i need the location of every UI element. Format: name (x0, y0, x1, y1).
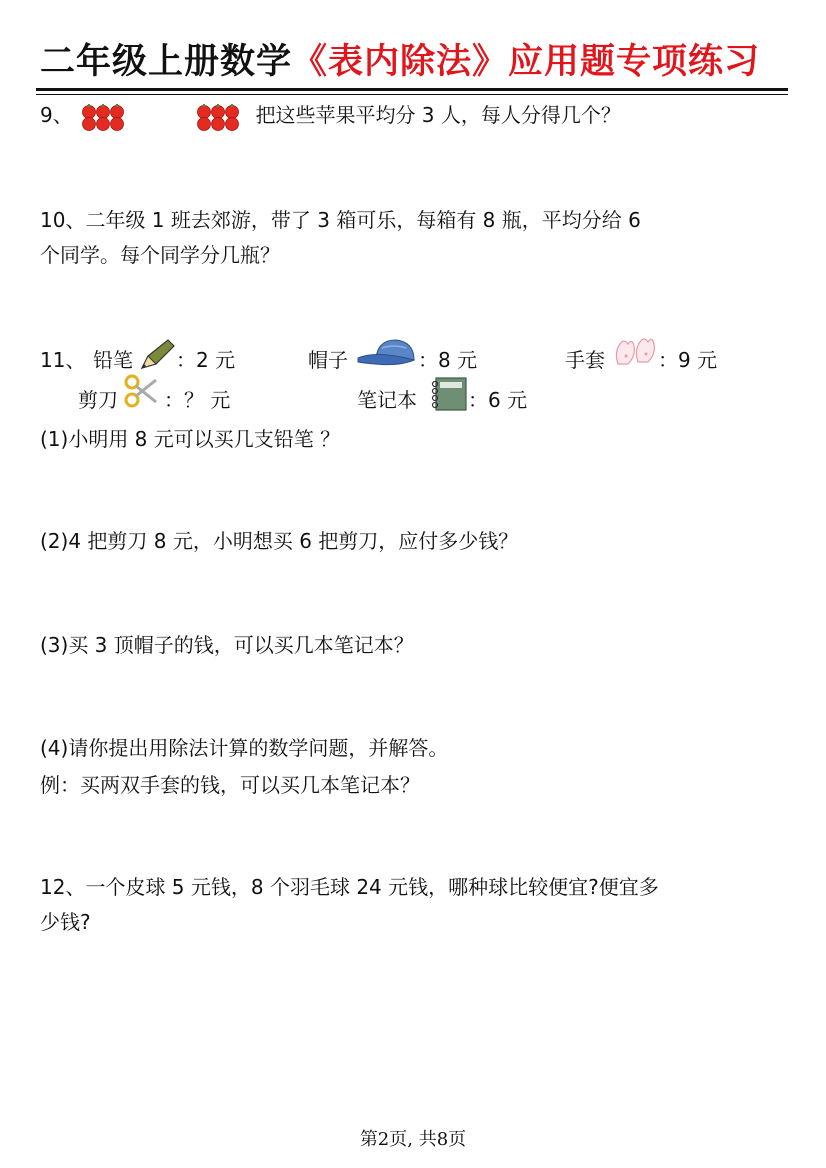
pencil-price: ：2 元 (176, 348, 236, 372)
hat-price: ：8 元 (418, 348, 478, 372)
notebook-label: 笔记本 (357, 388, 417, 412)
notebook-price: ：6 元 (468, 388, 528, 412)
page-footer: 第2页, 共8页 (359, 1129, 467, 1150)
question-9 (40, 101, 621, 132)
q11-number: 11、 (40, 348, 86, 372)
hat-label: 帽子 (308, 348, 348, 372)
q11-sub3: (3)买 3 顶帽子的钱，可以买几本笔记本？ (40, 633, 414, 657)
pencil-icon (138, 338, 176, 372)
question-12-line2: 少钱? (40, 910, 91, 934)
title-rule-thick (36, 88, 788, 91)
gloves-price: ：9 元 (658, 348, 718, 372)
q11-sub1: (1)小明用 8 元可以买几支铅笔 ？ (40, 427, 341, 451)
question-10-line2: 个同学。每个同学分几瓶？ (40, 243, 280, 267)
scissors-label: 剪刀 (78, 388, 118, 412)
gloves-icon (612, 334, 658, 370)
page-title (40, 38, 790, 86)
scissors-price: ：？ 元 (164, 388, 231, 412)
question-12-line1: 12、一个皮球 5 元钱，8 个羽毛球 24 元钱，哪种球比较便宜?便宜多 (40, 875, 659, 899)
scissors-icon (124, 374, 158, 410)
apples-icon (79, 102, 249, 132)
q9-text: 把这些苹果平均分 3 人，每人分得几个？ (255, 103, 621, 127)
title-red: 《表内除法》应用题专项练习 (292, 41, 761, 82)
gloves-label: 手套 (565, 348, 605, 372)
pencil-label: 铅笔 (93, 348, 133, 372)
question-10-line1: 10、二年级 1 班去郊游，带了 3 箱可乐，每箱有 8 瓶，平均分给 6 (40, 208, 641, 232)
q11-example: 例：买两双手套的钱，可以买几本笔记本？ (40, 773, 420, 797)
q9-number: 9、 (40, 103, 73, 127)
title-rule-thin (36, 94, 788, 95)
title-black: 二年级上册数学 (40, 41, 293, 82)
notebook-icon (430, 376, 468, 412)
hat-icon (356, 336, 418, 372)
q11-sub2: (2)4 把剪刀 8 元，小明想买 6 把剪刀，应付多少钱？ (40, 529, 519, 553)
q11-sub4: (4)请你提出用除法计算的数学问题，并解答。 (40, 736, 449, 760)
